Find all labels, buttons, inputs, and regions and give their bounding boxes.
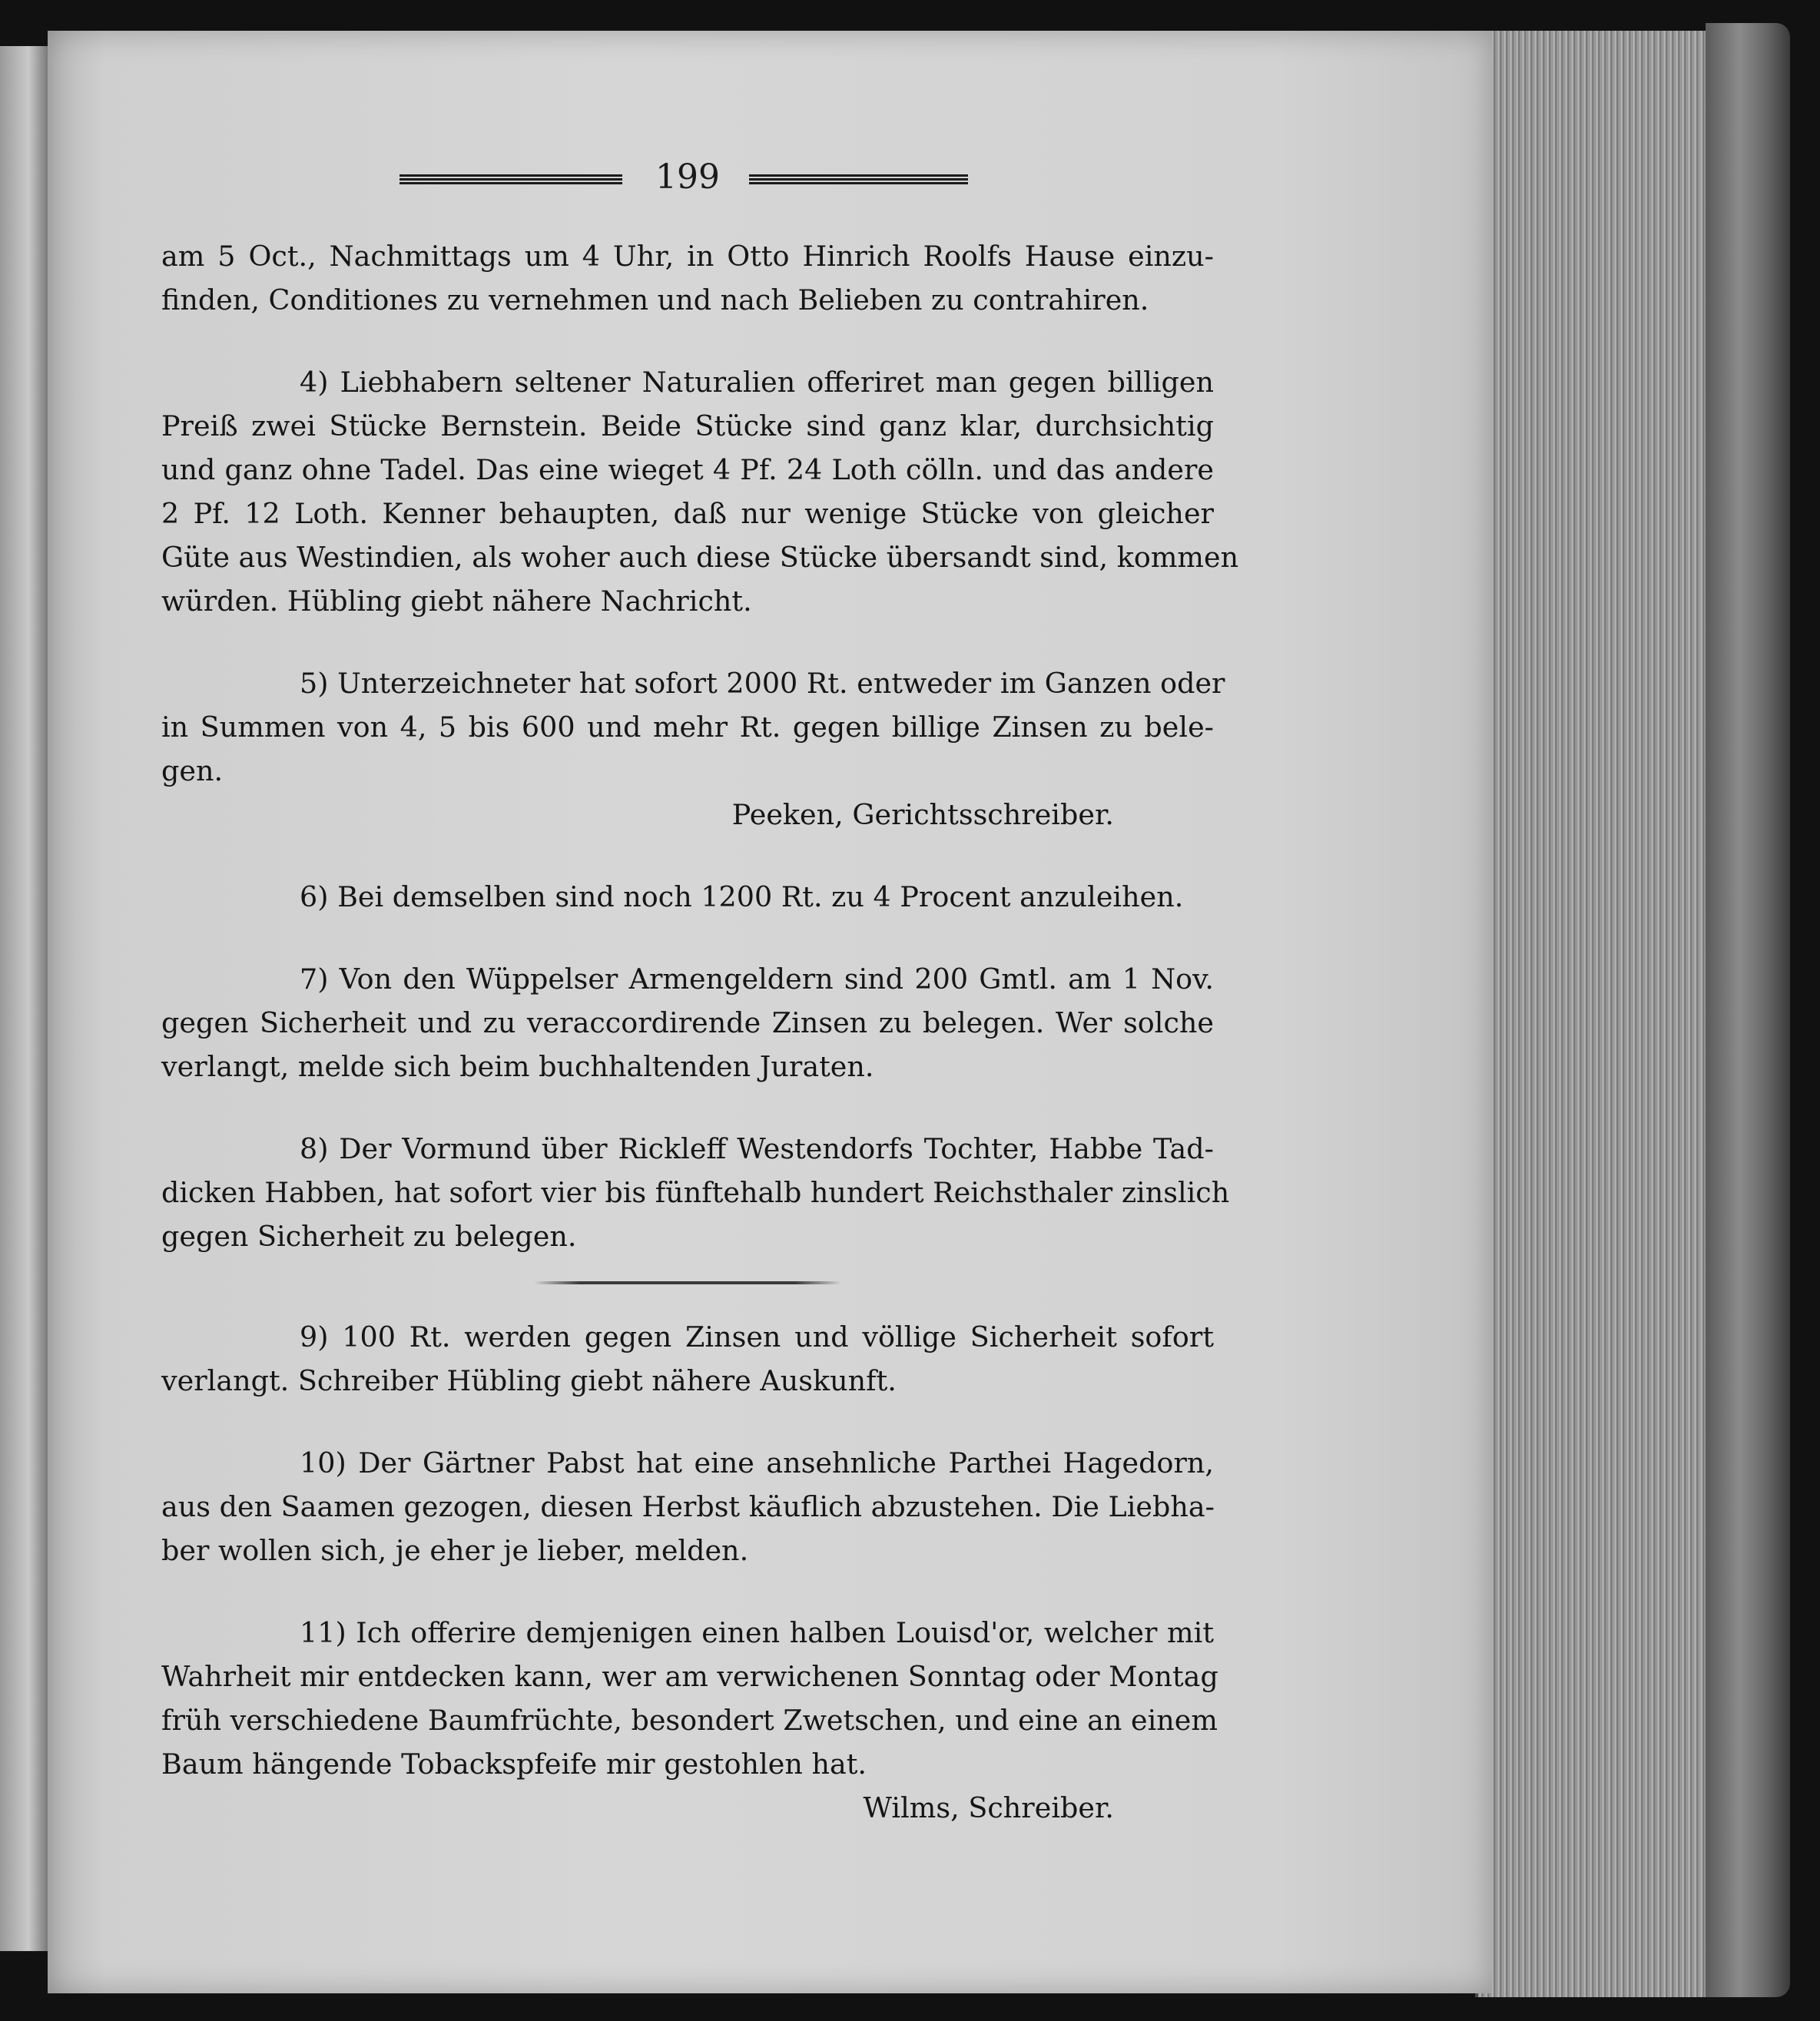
- text-line: 7) Von den Wüppelser Armengeldern sind 200 Gmtl. am 1 Nov.: [300, 962, 1214, 996]
- text-line: 2 Pf. 12 Loth. Kenner behaupten, daß nur wenige Stücke von gleicher: [161, 497, 1214, 530]
- text-line: aus den Saamen gezogen, diesen Herbst käuflich abzustehen. Die Liebha-: [161, 1490, 1215, 1523]
- paragraph-10: [161, 1441, 1214, 1572]
- text-line: Preiß zwei Stücke Bernstein. Beide Stücke sind ganz klar, durchsichtig: [161, 409, 1214, 442]
- text-line: gen.: [161, 754, 224, 787]
- text-line: gegen Sicherheit und zu veraccordirende Zinsen zu belegen. Wer solche: [161, 1006, 1214, 1039]
- text-line: Baum hängende Tobackspfeife mir gestohlen hat.: [161, 1748, 867, 1781]
- text-line: finden, Conditiones zu vernehmen und nach Belieben zu contrahiren.: [161, 283, 1149, 316]
- signature-peeken: Peeken, Gerichtsschreiber.: [731, 798, 1114, 831]
- text-line: verlangt. Schreiber Hübling giebt nähere Auskunft.: [161, 1364, 897, 1397]
- text-line: in Summen von 4, 5 bis 600 und mehr Rt. gegen billige Zinsen zu bele-: [161, 711, 1214, 744]
- book-cover-edge: [1706, 23, 1790, 1997]
- page-number: 199: [655, 157, 720, 197]
- facing-page-edge: [0, 46, 48, 1951]
- page-header: [399, 157, 968, 204]
- text-line: dicken Habben, hat sofort vier bis fünftehalb hundert Reichsthaler zinslich: [161, 1176, 1230, 1209]
- header-rule-left: [399, 174, 622, 185]
- text-line: gegen Sicherheit zu belegen.: [161, 1220, 577, 1253]
- text-line: Güte aus Westindien, als woher auch diese Stücke übersandt sind, kommen: [161, 541, 1239, 574]
- text-line: 10) Der Gärtner Pabst hat eine ansehnliche Parthei Hagedorn,: [300, 1446, 1214, 1479]
- signature-wilms: Wilms, Schreiber.: [863, 1791, 1114, 1824]
- text-line: ber wollen sich, je eher je lieber, melden.: [161, 1534, 749, 1567]
- page-body: [161, 234, 1239, 1868]
- text-line: und ganz ohne Tadel. Das eine wieget 4 Pf. 24 Loth cölln. und das andere: [161, 453, 1214, 486]
- text-line: 8) Der Vormund über Rickleff Westendorfs Tochter, Habbe Tad-: [300, 1132, 1214, 1165]
- page-fore-edge: [1475, 31, 1732, 1997]
- text-line: früh verschiedene Baumfrüchte, besondert Zwetschen, und eine an einem: [161, 1704, 1218, 1737]
- text-line: Wahrheit mir entdecken kann, wer am verwichenen Sonntag oder Montag: [161, 1660, 1218, 1693]
- section-divider: [534, 1281, 841, 1284]
- text-line: 6) Bei demselben sind noch 1200 Rt. zu 4 Procent anzuleihen.: [300, 880, 1184, 913]
- paragraph-6: [161, 875, 1214, 919]
- paragraph-5: [161, 661, 1225, 793]
- paragraph-11: [161, 1611, 1218, 1786]
- text-line: würden. Hübling giebt nähere Nachricht.: [161, 585, 752, 618]
- text-line: am 5 Oct., Nachmittags um 4 Uhr, in Otto Hinrich Roolfs Hause einzu-: [161, 240, 1214, 273]
- text-line: 11) Ich offerire demjenigen einen halben Louisd'or, welcher mit: [300, 1616, 1214, 1649]
- paragraph-7: [161, 957, 1214, 1088]
- paragraph-8: [161, 1127, 1230, 1258]
- paragraph-4: [161, 360, 1239, 623]
- text-line: 5) Unterzeichneter hat sofort 2000 Rt. entweder im Ganzen oder: [300, 667, 1225, 700]
- text-line: verlangt, melde sich beim buchhaltenden Juraten.: [161, 1050, 874, 1083]
- text-line: 9) 100 Rt. werden gegen Zinsen und völlige Sicherheit sofort: [300, 1320, 1214, 1353]
- paragraph-9: [161, 1315, 1214, 1403]
- text-line: 4) Liebhabern seltener Naturalien offeriret man gegen billigen: [300, 366, 1214, 399]
- header-rule-right: [749, 174, 968, 185]
- paragraph-3-continued: [161, 234, 1214, 322]
